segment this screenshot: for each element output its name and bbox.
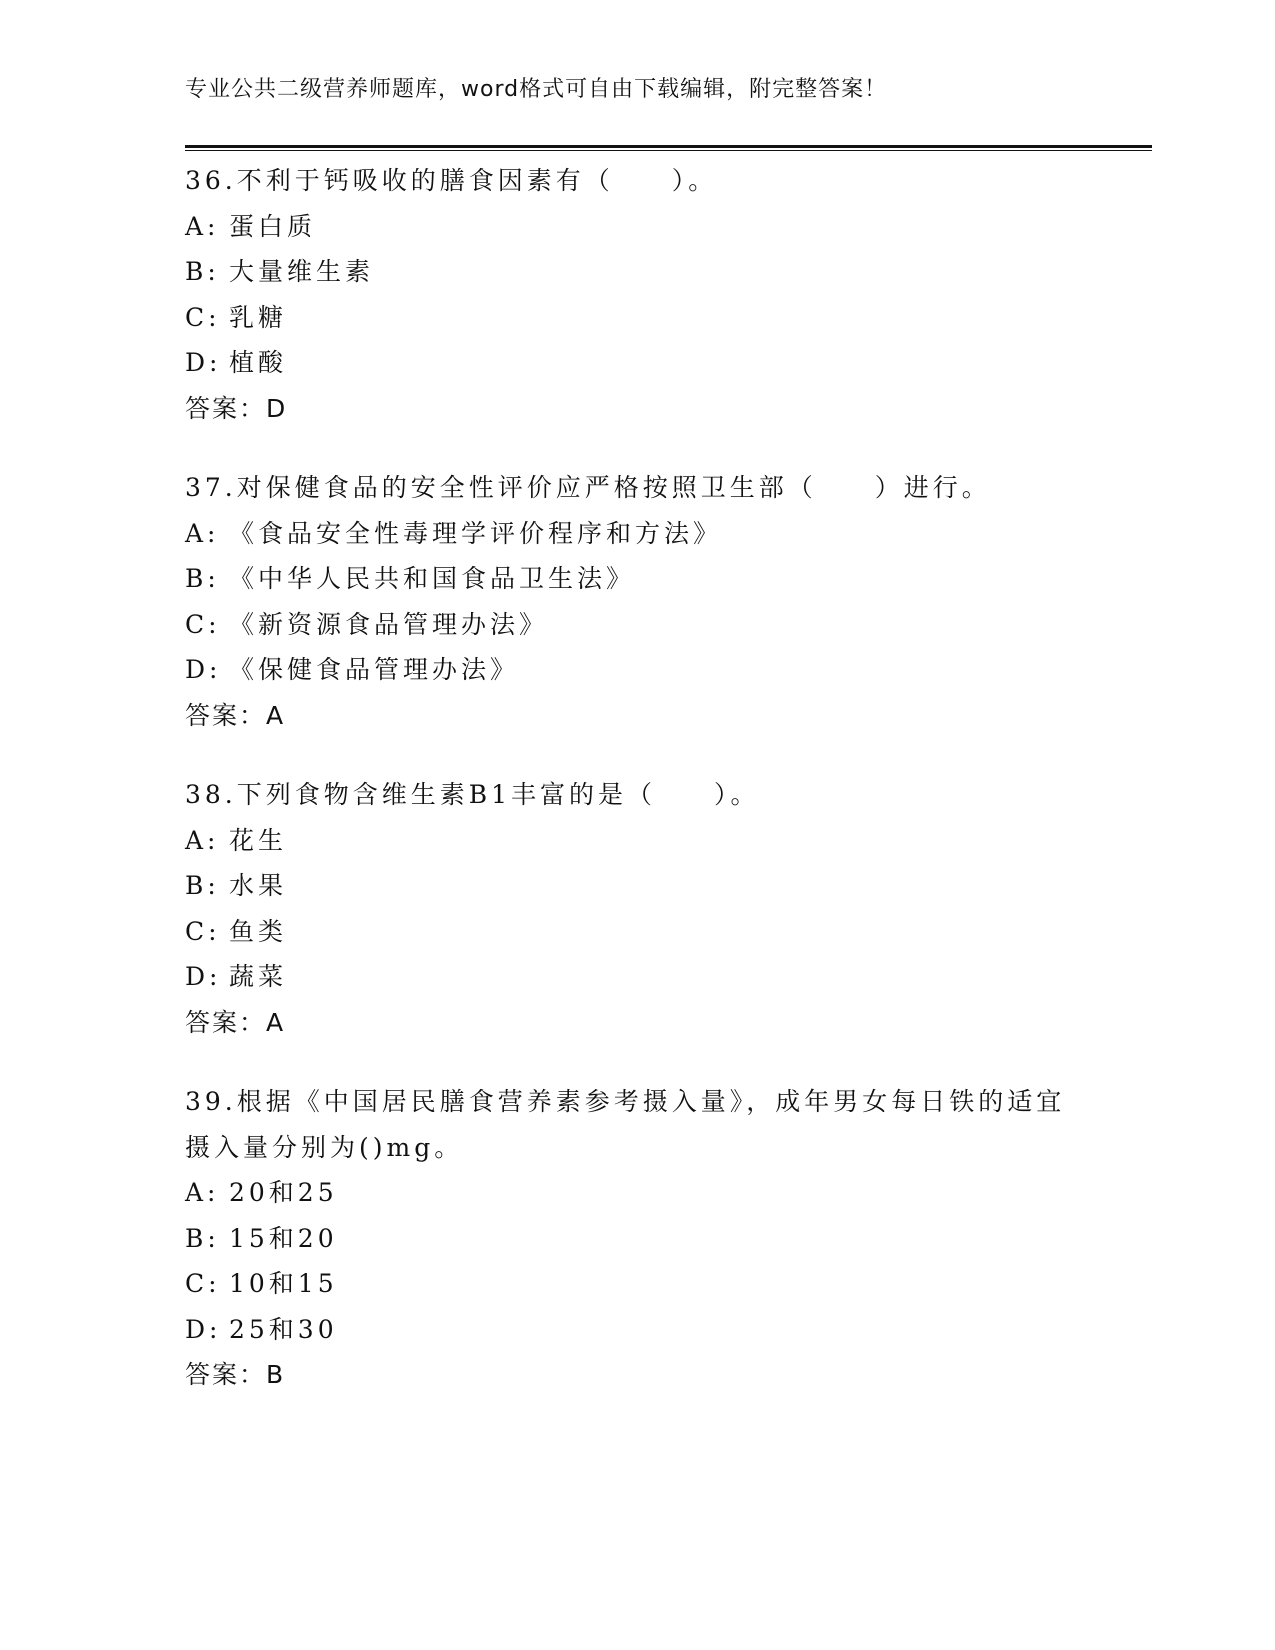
- answer-line: 答案：A: [185, 700, 286, 730]
- option-letter: A:: [185, 518, 220, 548]
- option-text: 乳糖: [229, 302, 288, 332]
- answer-line: 答案：D: [185, 393, 288, 423]
- question-stem-line-1: 39.根据《中国居民膳食营养素参考摄入量》，成年男女每日铁的适宜: [185, 1087, 1066, 1116]
- option-text: 鱼类: [229, 916, 288, 946]
- answer-line: 答案：B: [185, 1360, 286, 1389]
- document-header: 专业公共二级营养师题库，word格式可自由下载编辑，附完整答案！: [185, 77, 888, 102]
- option-letter: C:: [185, 1269, 221, 1298]
- option-letter: C:: [185, 302, 221, 332]
- option-b: [185, 249, 1085, 295]
- option-letter: B:: [185, 1223, 220, 1253]
- option-letter: B:: [185, 564, 220, 593]
- question-38: [185, 772, 1085, 1045]
- option-c: [185, 295, 1085, 341]
- option-a: [185, 1170, 1085, 1216]
- option-b: [185, 1216, 1085, 1262]
- option-letter: C:: [185, 609, 221, 639]
- question-stem: 36.不利于钙吸收的膳食因素有（ ）。: [185, 166, 718, 195]
- question-36: [185, 158, 1085, 431]
- option-b: [185, 863, 1085, 909]
- option-text: 《新资源食品管理办法》: [229, 609, 549, 639]
- option-letter: D:: [185, 655, 222, 684]
- option-letter: A:: [185, 825, 220, 855]
- header-rule-thick: [185, 145, 1152, 148]
- option-b: [185, 556, 1085, 602]
- question-stem: 37.对保健食品的安全性评价应严格按照卫生部（ ）进行。: [185, 473, 991, 502]
- option-letter: A:: [185, 1178, 220, 1207]
- question-39: [185, 1079, 1085, 1398]
- question-stem-line-2: 摄入量分别为()mg。: [185, 1132, 464, 1162]
- option-text: 蛋白质: [229, 211, 317, 241]
- option-d: [185, 340, 1085, 386]
- option-text: 15和20: [229, 1223, 338, 1253]
- option-text: 水果: [229, 871, 288, 900]
- question-37: [185, 465, 1085, 738]
- question-list: [185, 158, 1085, 1432]
- option-text: 《保健食品管理办法》: [229, 655, 520, 684]
- option-letter: B:: [185, 871, 220, 900]
- option-letter: C:: [185, 916, 221, 946]
- option-d: [185, 1307, 1085, 1353]
- option-letter: D:: [185, 348, 222, 377]
- option-a: [185, 818, 1085, 864]
- option-text: 《中华人民共和国食品卫生法》: [229, 564, 636, 593]
- option-c: [185, 1261, 1085, 1307]
- header-rule-thin: [185, 150, 1152, 151]
- option-text: 25和30: [229, 1314, 338, 1344]
- option-text: 20和25: [229, 1178, 338, 1207]
- option-letter: D:: [185, 1314, 222, 1344]
- option-a: [185, 204, 1085, 250]
- answer-line: 答案：A: [185, 1007, 286, 1037]
- option-text: 花生: [229, 825, 288, 855]
- option-d: [185, 647, 1085, 693]
- option-letter: B:: [185, 257, 220, 286]
- option-c: [185, 602, 1085, 648]
- option-text: 植酸: [229, 348, 288, 377]
- option-text: 10和15: [229, 1269, 338, 1298]
- option-c: [185, 909, 1085, 955]
- option-letter: D:: [185, 962, 222, 991]
- option-a: [185, 511, 1085, 557]
- option-d: [185, 954, 1085, 1000]
- option-text: 大量维生素: [229, 257, 375, 286]
- option-text: 《食品安全性毒理学评价程序和方法》: [229, 518, 723, 548]
- option-letter: A:: [185, 211, 220, 241]
- option-text: 蔬菜: [229, 962, 288, 991]
- question-stem: 38.下列食物含维生素B1丰富的是（ ）。: [185, 780, 760, 809]
